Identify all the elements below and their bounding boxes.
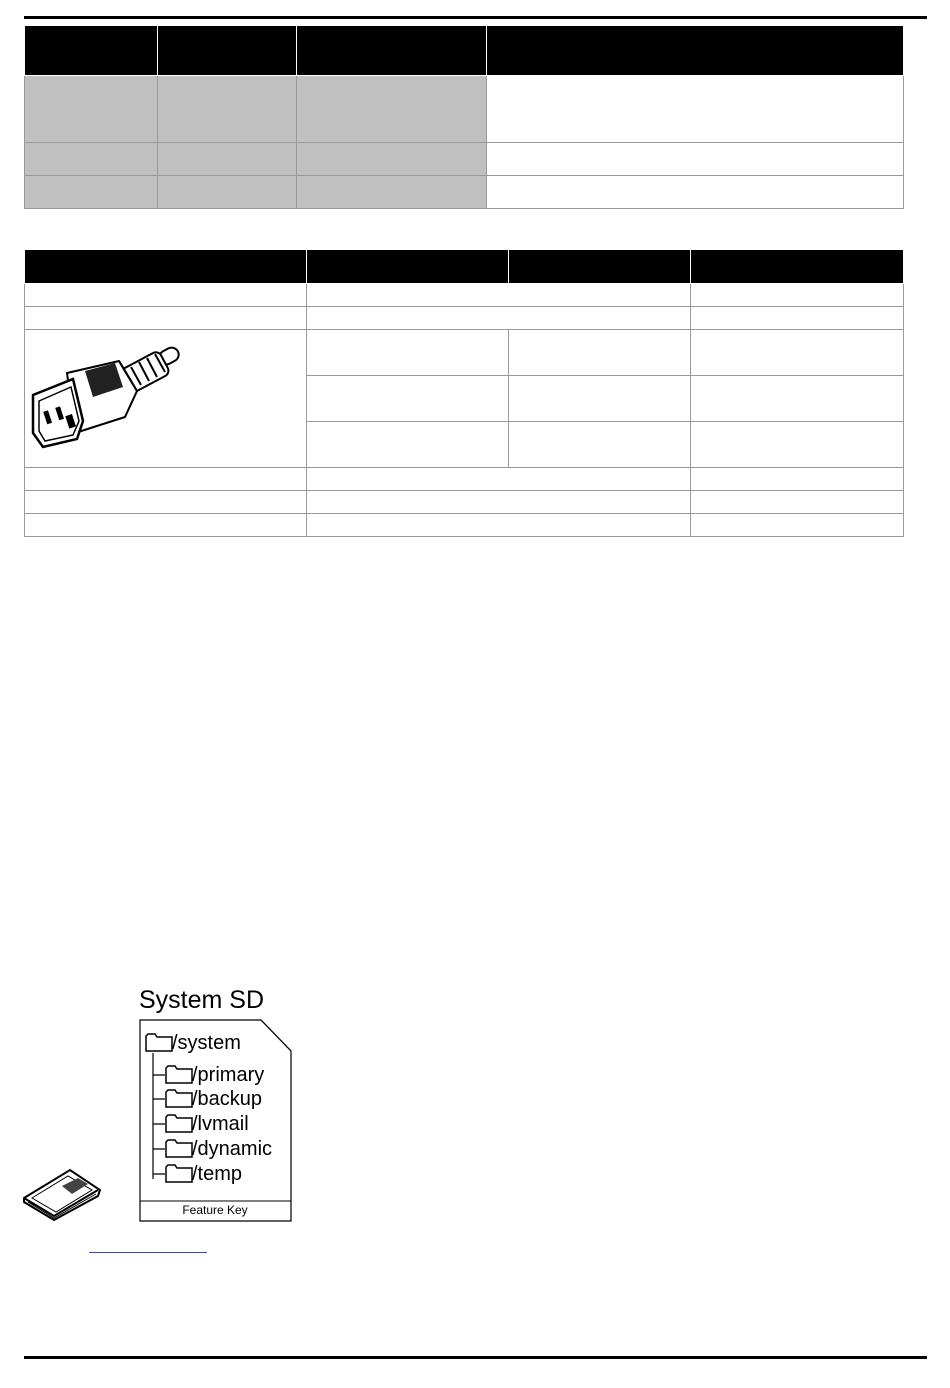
table-2-header-cell [307, 250, 509, 284]
table-cell [487, 76, 904, 143]
table-cell [509, 376, 691, 422]
table-1-header-cell [25, 26, 158, 76]
table-cell [158, 76, 297, 143]
table-cell [691, 284, 904, 307]
table-cell [158, 176, 297, 209]
table-2-header-cell [509, 250, 691, 284]
table-row [25, 468, 904, 491]
table-cell [691, 422, 904, 468]
table-1-header-cell [297, 26, 487, 76]
table-cell [25, 143, 158, 176]
table-cell [25, 76, 158, 143]
table-row [25, 307, 904, 330]
table-cell [691, 468, 904, 491]
table-row [25, 284, 904, 307]
table-row [25, 330, 904, 376]
feature-key-label: Feature Key [182, 1203, 248, 1217]
table-row [25, 514, 904, 537]
folder-label-lvmail: /lvmail [192, 1113, 249, 1135]
table-cell [307, 284, 691, 307]
table-cell [25, 468, 307, 491]
table-1-header-row [25, 26, 904, 76]
table-cell [25, 307, 307, 330]
folder-label-primary: /primary [192, 1064, 265, 1086]
table-cell [307, 491, 691, 514]
table-1-header-cell [158, 26, 297, 76]
table-cell [25, 176, 158, 209]
table-row [25, 491, 904, 514]
table-1-header-cell [487, 26, 904, 76]
table-cell [25, 514, 307, 537]
table-cell [297, 76, 487, 143]
table-cell [691, 330, 904, 376]
table-cell [691, 307, 904, 330]
folder-icon [165, 1113, 193, 1133]
table-cell [307, 307, 691, 330]
folder-icon [165, 1163, 193, 1183]
table-cell [307, 514, 691, 537]
folder-label-system: /system [172, 1032, 241, 1054]
table-cell-plug-image [25, 330, 307, 468]
table-row [25, 143, 904, 176]
footer-rule [24, 1356, 927, 1359]
table-cell [509, 330, 691, 376]
table-cell [487, 176, 904, 209]
table-cell [509, 422, 691, 468]
table-row [25, 76, 904, 143]
table-cell [691, 491, 904, 514]
table-cell [297, 176, 487, 209]
folder-icon [165, 1138, 193, 1158]
link-underline[interactable] [89, 1240, 207, 1253]
folder-icon [165, 1088, 193, 1108]
table-cell [297, 143, 487, 176]
header-rule [24, 16, 927, 19]
folder-icon [165, 1064, 193, 1084]
folder-label-backup: /backup [192, 1088, 263, 1110]
table-2-header-cell [25, 250, 307, 284]
table-cell [691, 376, 904, 422]
table-2-header-cell [691, 250, 904, 284]
table-cell [487, 143, 904, 176]
iec-c13-connector-icon [27, 341, 187, 451]
folder-label-temp: /temp [192, 1163, 243, 1185]
table-cell [307, 468, 691, 491]
table-2 [24, 249, 904, 537]
table-2-header-row [25, 250, 904, 284]
table-row [25, 176, 904, 209]
table-cell [691, 514, 904, 537]
table-cell [307, 376, 509, 422]
table-cell [307, 422, 509, 468]
folder-label-dynamic: /dynamic [192, 1138, 273, 1160]
table-1 [24, 25, 904, 209]
sd-card-title: System SD [139, 986, 265, 1014]
table-cell [158, 143, 297, 176]
table-cell [25, 284, 307, 307]
table-cell [307, 330, 509, 376]
table-cell [25, 491, 307, 514]
sd-card-icon [22, 1168, 102, 1222]
folder-icon [145, 1032, 173, 1052]
